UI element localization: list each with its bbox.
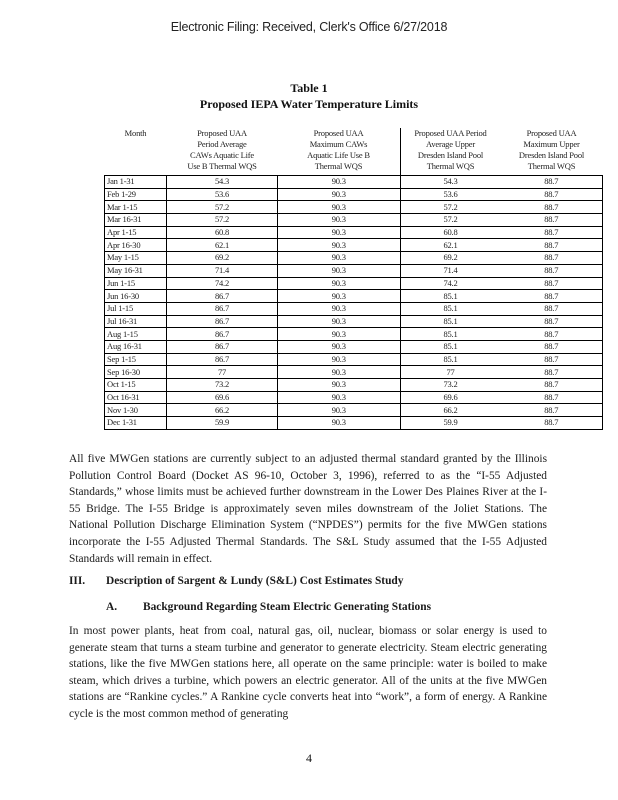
value-cell: 90.3 — [278, 340, 401, 353]
value-cell: 88.7 — [501, 176, 603, 189]
column-header-line: Average Upper — [426, 139, 475, 149]
value-cell: 62.1 — [167, 239, 278, 252]
value-cell: 88.7 — [501, 353, 603, 366]
value-cell: 85.1 — [400, 290, 501, 303]
section-heading — [69, 575, 403, 587]
value-cell: 66.2 — [167, 404, 278, 417]
month-cell: Jun 1-15 — [105, 277, 167, 290]
filing-header: Electronic Filing: Received, Clerk's Office 6/27/2018 — [170, 20, 448, 34]
table-header-row — [105, 128, 603, 176]
value-cell: 90.3 — [278, 176, 401, 189]
subsection-number: A. — [106, 601, 118, 613]
value-cell: 90.3 — [278, 188, 401, 201]
paragraph-adjusted-standards: All five MWGen stations are currently subject to an adjusted thermal standard granted by the Illinois Pollution Control Board (Docket AS 96-10, October 3, 1996), referred to as the “I-55 Adjusted Standards,” whose limits must be achieved further downstream in the Lower Des Plaines River at the I-55 Bridge. The I-55 Bridge is approximately seven miles downstream of the Joliet Stations. The National Pollution Discharge Elimination System (“NPDES”) permits for the five MWGen stations incorporate the I-55 Adjusted Thermal Standards. The S&L Study assumed that the I-55 Adjusted Standards will remain in effect. — [69, 453, 547, 565]
value-cell: 88.7 — [501, 252, 603, 265]
column-header-line: Month — [124, 128, 147, 138]
table-row — [105, 226, 603, 239]
column-header-line: Proposed UAA — [526, 128, 577, 138]
value-cell: 59.9 — [167, 417, 278, 430]
value-cell: 60.8 — [400, 226, 501, 239]
table-row — [105, 239, 603, 252]
value-cell: 73.2 — [400, 379, 501, 392]
value-cell: 53.6 — [400, 188, 501, 201]
value-cell: 86.7 — [167, 328, 278, 341]
column-header — [105, 128, 167, 176]
value-cell: 74.2 — [400, 277, 501, 290]
value-cell: 90.3 — [278, 277, 401, 290]
value-cell: 88.7 — [501, 188, 603, 201]
value-cell: 57.2 — [167, 214, 278, 227]
month-cell: Jan 1-31 — [105, 176, 167, 189]
value-cell: 69.2 — [167, 252, 278, 265]
column-header — [278, 128, 401, 176]
value-cell: 71.4 — [167, 264, 278, 277]
table-body — [105, 176, 603, 430]
column-header-line: Thermal WQS — [426, 161, 475, 171]
value-cell: 62.1 — [400, 239, 501, 252]
page-number: 4 — [306, 751, 312, 765]
month-cell: May 1-15 — [105, 252, 167, 265]
column-header-line: Proposed UAA — [313, 128, 364, 138]
column-header — [400, 128, 501, 176]
value-cell: 90.3 — [278, 353, 401, 366]
value-cell: 90.3 — [278, 264, 401, 277]
month-cell: Oct 1-15 — [105, 379, 167, 392]
table-row — [105, 417, 603, 430]
month-cell: Nov 1-30 — [105, 404, 167, 417]
column-header-line: Maximum CAWs — [309, 139, 368, 149]
value-cell: 88.7 — [501, 302, 603, 315]
table-row — [105, 302, 603, 315]
value-cell: 90.3 — [278, 239, 401, 252]
column-header-line: Proposed UAA Period — [414, 128, 487, 138]
value-cell: 53.6 — [167, 188, 278, 201]
column-header-line: CAWs Aquatic Life — [190, 150, 254, 160]
column-header-line: Dresden Island Pool — [518, 150, 585, 160]
table-row — [105, 264, 603, 277]
value-cell: 60.8 — [167, 226, 278, 239]
value-cell: 85.1 — [400, 340, 501, 353]
value-cell: 90.3 — [278, 328, 401, 341]
value-cell: 85.1 — [400, 353, 501, 366]
value-cell: 90.3 — [278, 302, 401, 315]
value-cell: 90.3 — [278, 391, 401, 404]
month-cell: May 16-31 — [105, 264, 167, 277]
table-row — [105, 366, 603, 379]
value-cell: 88.7 — [501, 391, 603, 404]
column-header — [167, 128, 278, 176]
value-cell: 69.2 — [400, 252, 501, 265]
paragraph-steam-stations: In most power plants, heat from coal, natural gas, oil, nuclear, biomass or solar energy is used to generate steam that turns a steam turbine and generator to generate electricity. Steam electric generating stations, like the five MWGen stations here, all operate on the same principle: water is boiled to make steam, which drives a turbine, which powers an electric generator. All of the units at the five MWGen stations are “Rankine cycles.” A Rankine cycle converts heat into “work”, a form of energy. A Rankine cycle is the most common method of generating — [69, 625, 547, 720]
table-row — [105, 340, 603, 353]
column-header-line: Thermal WQS — [314, 161, 363, 171]
month-cell: Mar 1-15 — [105, 201, 167, 214]
table-label: Table 1 — [290, 81, 328, 95]
table-row — [105, 201, 603, 214]
column-header-line: Period Average — [197, 139, 247, 149]
value-cell: 90.3 — [278, 315, 401, 328]
value-cell: 88.7 — [501, 226, 603, 239]
value-cell: 74.2 — [167, 277, 278, 290]
value-cell: 77 — [167, 366, 278, 379]
value-cell: 90.3 — [278, 379, 401, 392]
table-row — [105, 176, 603, 189]
month-cell: Feb 1-29 — [105, 188, 167, 201]
value-cell: 90.3 — [278, 404, 401, 417]
month-cell: Apr 16-30 — [105, 239, 167, 252]
value-cell: 73.2 — [167, 379, 278, 392]
month-cell: Mar 16-31 — [105, 214, 167, 227]
subsection-title: Background Regarding Steam Electric Generating Stations — [143, 601, 432, 613]
table-row — [105, 391, 603, 404]
value-cell: 66.2 — [400, 404, 501, 417]
value-cell: 88.7 — [501, 264, 603, 277]
table-row — [105, 379, 603, 392]
month-cell: Jul 16-31 — [105, 315, 167, 328]
column-header-line: Maximum Upper — [523, 139, 580, 149]
table-row — [105, 404, 603, 417]
value-cell: 90.3 — [278, 417, 401, 430]
value-cell: 88.7 — [501, 340, 603, 353]
value-cell: 59.9 — [400, 417, 501, 430]
section-number: III. — [69, 575, 86, 587]
value-cell: 85.1 — [400, 302, 501, 315]
value-cell: 54.3 — [400, 176, 501, 189]
temperature-limits-table — [104, 128, 603, 430]
table-title: Proposed IEPA Water Temperature Limits — [199, 97, 419, 111]
value-cell: 88.7 — [501, 214, 603, 227]
column-header — [501, 128, 603, 176]
value-cell: 88.7 — [501, 404, 603, 417]
column-header-line: Proposed UAA — [197, 128, 247, 138]
table-row — [105, 188, 603, 201]
value-cell: 57.2 — [167, 201, 278, 214]
value-cell: 85.1 — [400, 315, 501, 328]
column-header-line: Aquatic Life Use B — [307, 150, 370, 160]
table-row — [105, 328, 603, 341]
value-cell: 88.7 — [501, 201, 603, 214]
value-cell: 88.7 — [501, 417, 603, 430]
table-row — [105, 290, 603, 303]
month-cell: Aug 16-31 — [105, 340, 167, 353]
value-cell: 57.2 — [400, 214, 501, 227]
value-cell: 69.6 — [167, 391, 278, 404]
month-cell: Sep 16-30 — [105, 366, 167, 379]
value-cell: 90.3 — [278, 214, 401, 227]
month-cell: Jun 16-30 — [105, 290, 167, 303]
table-row — [105, 353, 603, 366]
table-row — [105, 277, 603, 290]
table-caption — [0, 80, 618, 112]
value-cell: 86.7 — [167, 302, 278, 315]
value-cell: 88.7 — [501, 315, 603, 328]
month-cell: Oct 16-31 — [105, 391, 167, 404]
value-cell: 88.7 — [501, 277, 603, 290]
value-cell: 90.3 — [278, 252, 401, 265]
value-cell: 57.2 — [400, 201, 501, 214]
value-cell: 86.7 — [167, 340, 278, 353]
value-cell: 88.7 — [501, 239, 603, 252]
value-cell: 86.7 — [167, 315, 278, 328]
table-row — [105, 252, 603, 265]
value-cell: 71.4 — [400, 264, 501, 277]
column-header-line: Thermal WQS — [527, 161, 576, 171]
value-cell: 90.3 — [278, 201, 401, 214]
value-cell: 88.7 — [501, 379, 603, 392]
month-cell: Dec 1-31 — [105, 417, 167, 430]
value-cell: 77 — [400, 366, 501, 379]
column-header-line: Use B Thermal WQS — [187, 161, 257, 171]
value-cell: 54.3 — [167, 176, 278, 189]
value-cell: 69.6 — [400, 391, 501, 404]
column-header-line: Dresden Island Pool — [417, 150, 484, 160]
value-cell: 90.3 — [278, 226, 401, 239]
month-cell: Aug 1-15 — [105, 328, 167, 341]
value-cell: 86.7 — [167, 353, 278, 366]
value-cell: 86.7 — [167, 290, 278, 303]
month-cell: Sep 1-15 — [105, 353, 167, 366]
value-cell: 88.7 — [501, 290, 603, 303]
table-row — [105, 315, 603, 328]
value-cell: 90.3 — [278, 366, 401, 379]
table-row — [105, 214, 603, 227]
month-cell: Jul 1-15 — [105, 302, 167, 315]
value-cell: 90.3 — [278, 290, 401, 303]
value-cell: 88.7 — [501, 366, 603, 379]
value-cell: 85.1 — [400, 328, 501, 341]
month-cell: Apr 1-15 — [105, 226, 167, 239]
section-title: Description of Sargent & Lundy (S&L) Cost Estimates Study — [106, 575, 404, 587]
value-cell: 88.7 — [501, 328, 603, 341]
subsection-heading — [106, 601, 431, 613]
